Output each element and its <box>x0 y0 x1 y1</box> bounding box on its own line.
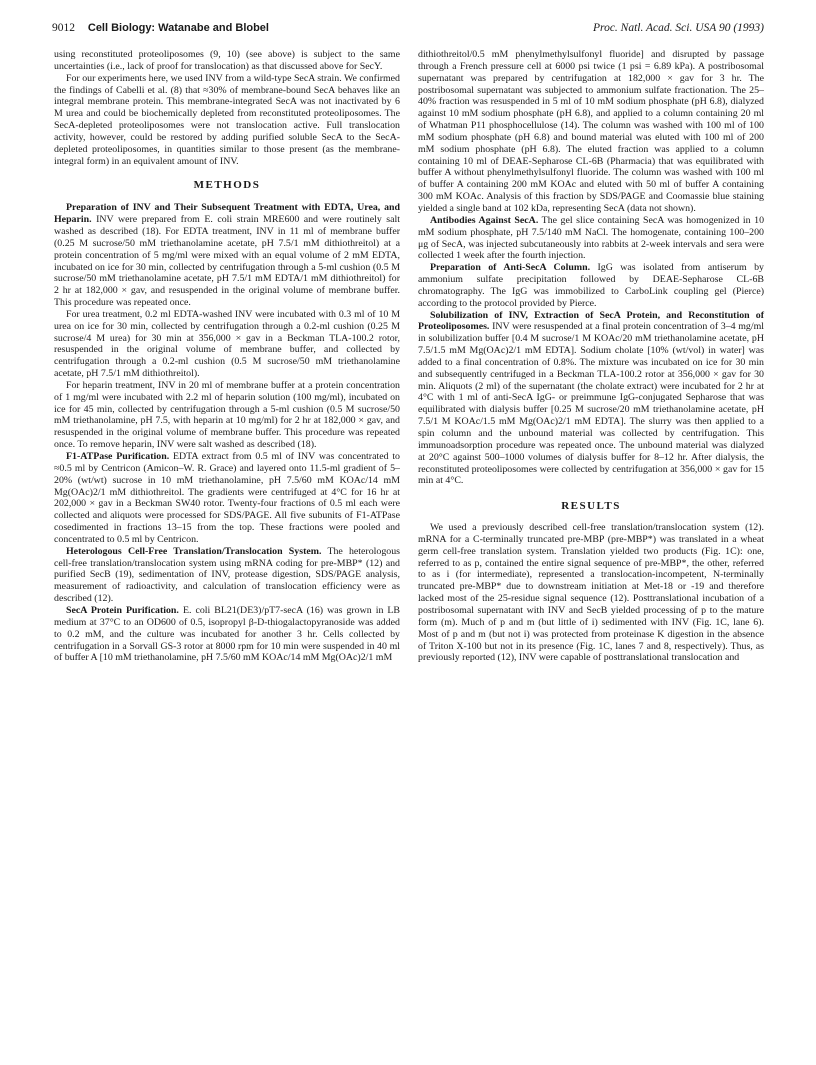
paragraph <box>54 202 400 309</box>
left-column <box>54 49 400 664</box>
running-header <box>52 22 764 38</box>
paragraph <box>418 262 764 309</box>
methods-heading: METHODS <box>193 179 261 192</box>
paragraph: For our experiments here, we used INV from a wild-type SecA strain. We confirmed the findings of Cabelli et al. (8) that ≈30% of membrane-bound SecA behaves like an integral membrane protein. This membrane-integrated SecA was not inactivated by 6 M urea and could be biochemically depleted from reconstituted proteoliposomes. The SecA-depleted proteoliposomes were not translocation active. Full translocation activity, however, could be restored by adding purified soluble SecA to the SecA-depleted proteoliposomes, in quantities similar to those present (as the membrane-integral form) in an equivalent amount of INV. <box>54 72 400 167</box>
paragraph <box>54 605 400 664</box>
run-in-heading: F1-ATPase Purification. <box>66 451 170 462</box>
page-number: 9012 <box>52 22 75 34</box>
right-column <box>418 49 764 664</box>
paragraph-body: IgG was isolated from antiserum by ammonium sulfate precipitation followed by DEAE-Sepharose CL-6B chromatography. The IgG was immobilized to CarboLink coupling gel (Pierce) according to the protocol provided by Pierce. <box>418 262 764 309</box>
run-in-heading: Antibodies Against SecA. <box>430 214 539 226</box>
paragraph-body: INV were prepared from E. coli strain MRE600 and were routinely salt washed as described (18). For EDTA treatment, INV in 11 ml of membrane buffer (0.25 M sucrose/50 mM triethanolamine acetate, pH 7.5/1 mM dithiothreitol) at a protein concentration of 5 mg/ml were mixed with an equal volume of 2 mM EDTA, incubated on ice for 30 min, collected by centrifugation through a 5-ml cushion (0.5 M sucrose/50 mM triethanolamine acetate, pH 7.5/1 mM EDTA/1 mM dithiothreitol) for 2 hr at 182,000 × gav, and resuspended in the original volume of membrane buffer. This procedure was repeated once. <box>54 214 401 309</box>
paragraph: dithiothreitol/0.5 mM phenylmethylsulfonyl fluoride] and disrupted by passage through a French pressure cell at 6000 psi twice (1 psi = 6.89 kPa). A postribosomal supernatant was prepared by centrifugation at 182,000 × gav for 3 hr. The postribosomal supernatant was subjected to ammonium sulfate fractionation. The 25–40% fraction was resuspended in 5 ml of 10 mM sodium phosphate (pH 6.8), dialyzed against 10 mM sodium phosphate (pH 6.8), and applied to a column containing 20 ml of Whatman P11 phosphocellulose (14). The column was washed with 100 ml of 100 mM sodium phosphate (pH 6.8) and bound material was eluted with 100 ml of 200 mM sodium phosphate (pH 6.8). The eluted fraction was applied to a column containing 10 ml of DEAE-Sepharose CL-6B (Pharmacia) that was equilibrated with buffer A without phenylmethylsulfonyl fluoride. The column was washed with 100 ml of buffer A containing 200 mM KOAc and eluted with 50 ml of buffer A containing 300 mM KOAc. Analysis of this fraction by SDS/PAGE and Coomassie blue staining yielded a single band at 102 kDa, representing SecA (data not shown). <box>418 49 764 214</box>
paragraph-body: INV were resuspended at a final protein concentration of 3–4 mg/ml in solubilization buffer [0.4 M sucrose/1 M KOAc/20 mM triethanolamine acetate, pH 7.5/1.5 mM Mg(OAc)2/1 mM EDTA]. Sodium cholate [10% (wt/vol) in water] was added to a final concentration of 0.8%. The mixture was incubated on ice for 30 min and subsequently centrifuged in a Beckman TLA-100.2 rotor at 356,000 × gav for 30 min. Aliquots (2 ml) of the supernatant (the cholate extract) were incubated for 2 hr at 4°C with 1 ml of anti-SecA IgG- or preimmune IgG-conjugated Sepharose that was equilibrated with dialysis buffer [0.25 M sucrose/20 mM triethanolamine acetate, pH 7.5/1 M KOAc/1.5 mM Mg(OAc)2/1 mM EDTA]. The slurry was then applied to a spin column and the unbound material was collected by centrifugation. This immunoadsorption procedure was repeated once. The unbound material was dialyzed at 20°C against 500–1000 volumes of dialysis buffer for 8–12 hr. After dialysis, the reconstituted proteoliposomes were collected by centrifugation at 356,000 × gav for 15 min at 4°C. <box>418 321 765 487</box>
run-in-heading: Preparation of Anti-SecA Column. <box>430 262 591 274</box>
run-in-heading: Solubilization of INV, Extraction of SecA Protein, and Reconstitution of Proteoliposomes. <box>418 309 764 333</box>
paragraph: using reconstituted proteoliposomes (9, 10) (see above) is subject to the same uncertainties (i.e., lack of proof for translocation) as that discussed above for SecY. <box>54 49 400 72</box>
paragraph: For heparin treatment, INV in 20 ml of membrane buffer at a protein concentration of 1 mg/ml were incubated with 2.2 ml of heparin solution (100 mg/ml), incubated on ice for 45 min, collected by centrifugation through a 5-ml cushion (0.5 M sucrose/50 mM triethanolamine, pH 7.5, with heparin at 10 mg/ml) for 2 hr at 182,000 × gav, and resuspended in the original volume of membrane buffer. This procedure was repeated once. To remove heparin, INV were salt washed as described (18). <box>54 379 400 451</box>
paragraph <box>418 310 764 488</box>
run-in-heading: SecA Protein Purification. <box>66 604 179 616</box>
paragraph-body: The heterologous cell-free translation/translocation system using mRNA coding for pre-MBP* (12) and purified SecB (19), sedimentation of INV, protease digestion, SDS/PAGE analysis, measurement of radioactivity, and calculation of translocation efficiency were as described (12). <box>54 545 400 605</box>
run-in-heading: Preparation of INV and Their Subsequent Treatment with EDTA, Urea, and Heparin. <box>54 202 400 226</box>
paragraph-body: EDTA extract from 0.5 ml of INV was concentrated to ≈0.5 ml by Centricon (Amicon–W. R. Grace) and layered onto 11.5-ml gradient of 5–20% (wt/wt) sucrose in 10 mM triethanolamine, pH 7.5/60 mM KOAc/14 mM Mg(OAc)2/1 mM dithiothreitol. The gradients were centrifuged at 4°C for 16 hr at 202,000 × gav in a Beckman SW40 rotor. Twenty-four fractions of 0.5 ml each were collected and aliquots were processed for SDS/PAGE. All five subunits of F1-ATPase cosedimented in fractions 13–15 from the top. These fractions were pooled and concentrated to 0.5 ml by Centricon. <box>54 451 400 545</box>
paragraph <box>418 215 764 262</box>
paragraph <box>54 546 400 605</box>
section-title: Cell Biology: Watanabe and Blobel <box>87 22 269 34</box>
paragraph <box>54 451 400 546</box>
header-left <box>52 22 269 34</box>
paragraph: For urea treatment, 0.2 ml EDTA-washed INV were incubated with 0.3 ml of 10 M urea on ice for 30 min, collected by centrifugation through a 0.2-ml cushion (0.25 M sucrose/4 M urea) for 30 min at 356,000 × gav in a Beckman TLA-100.2 rotor, resuspended in the original volume of membrane buffer, and collected by centrifugation through a 0.2-ml cushion (0.5 M sucrose/50 mM triethanolamine acetate, pH 7.5/1 mM dithiothreitol). <box>54 308 400 380</box>
run-in-heading: Heterologous Cell-Free Translation/Translocation System. <box>66 545 322 557</box>
paragraph-body: The gel slice containing SecA was homogenized in 10 mM sodium phosphate, pH 7.5/140 mM NaCl. The homogenate, containing 100–200 μg of SecA, was injected subcutaneously into rabbits at 2-week intervals and sera were collected 1 week after the fourth injection. <box>418 214 765 262</box>
paragraph: We used a previously described cell-free translation/translocation system (12). mRNA for a C-terminally truncated pre-MBP (pre-MBP*) was translated in a wheat germ cell-free translation system. Translation yielded two products (Fig. 1C): one, referred to as p, contained the entire signal sequence of pre-MBP*, the other, referred to as i (for intermediate), represented a translocation-incompetent, N-terminally truncated pre-MBP* due to downstream initiation at Met-18 or -19 and therefore lacked most of the 25-residue signal sequence (12). Posttranslational incubation of a postribosomal supernatant with INV and SecB yielded processing of p to the mature form (m). Much of p and m (but little of i) sedimented with INV (Fig. 1C, lane 6). Most of p and m (but not i) was protected from proteinase K digestion in the absence of Triton X-100 but not in its presence (Fig. 1C, lanes 7 and 8, respectively). Thus, as previously reported (12), INV were capable of posttranslational translocation and <box>418 522 764 664</box>
paragraph-body: E. coli BL21(DE3)/pT7-secA (16) was grown in LB medium at 37°C to an OD600 of 0.5, isopropyl β-D-thiogalactopyranoside was added to 0.2 mM, and the culture was incubated for another 3 hr. Cells collected by centrifugation in a Sorvall GS-3 rotor at 8000 rpm for 10 min were suspended in 40 ml of buffer A [10 mM triethanolamine, pH 7.5/60 mM KOAc/14 mM Mg(OAc)2/1 mM <box>54 604 401 664</box>
results-heading: RESULTS <box>561 500 621 513</box>
journal-citation: Proc. Natl. Acad. Sci. USA 90 (1993) <box>593 22 764 34</box>
